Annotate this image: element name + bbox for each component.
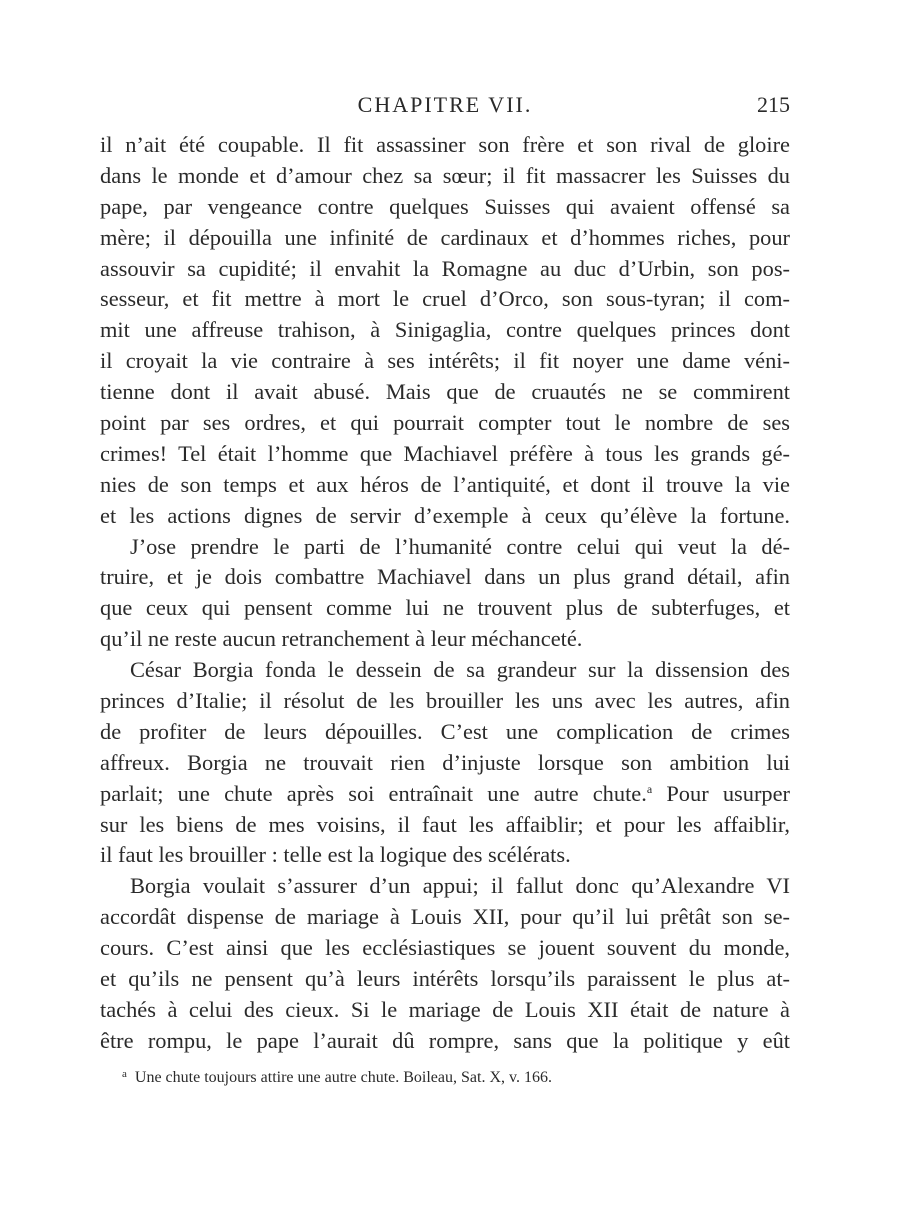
- running-head: [100, 90, 790, 124]
- footnote: [122, 1068, 552, 1087]
- text-line: nies de son temps et aux héros de l’antiquité, et dont il trouve la vie: [100, 471, 790, 497]
- text-line: il faut les brouiller : telle est la logique des scélérats.: [100, 842, 571, 868]
- text-line-with-note: [100, 779, 790, 810]
- text-segment: parlait; une chute après soi entraînait une autre chute.: [100, 780, 647, 806]
- footnote-reference: a: [646, 781, 653, 796]
- text-line: sesseur, et fit mettre à mort le cruel d’Orco, son sous-tyran; il com-: [100, 286, 790, 312]
- body-text: [100, 130, 790, 1057]
- text-line: princes d’Italie; il résolut de les brouiller les uns avec les autres, afin: [100, 688, 790, 714]
- text-line: J’ose prendre le parti de l’humanité contre celui qui veut la dé-: [130, 533, 790, 559]
- text-line: dans le monde et d’amour chez sa sœur; il fit massacrer les Suisses du: [100, 162, 790, 188]
- text-line: être rompu, le pape l’aurait dû rompre, sans que la politique y eût: [100, 1027, 790, 1053]
- text-line: assouvir sa cupidité; il envahit la Romagne au duc d’Urbin, son pos-: [100, 255, 790, 281]
- text-line: mit une affreuse trahison, à Sinigaglia, contre quelques princes dont: [100, 317, 790, 343]
- page-number: 215: [757, 92, 790, 117]
- paragraph-4: [100, 871, 790, 1056]
- text-segment: Pour usurper: [652, 780, 790, 806]
- text-line: affreux. Borgia ne trouvait rien d’injuste lorsque son ambition lui: [100, 749, 790, 775]
- text-line: crimes! Tel était l’homme que Machiavel préfère à tous les grands gé-: [100, 440, 790, 466]
- paragraph-3: [100, 655, 790, 871]
- text-line: de profiter de leurs dépouilles. C’est une complication de crimes: [100, 718, 790, 744]
- text-line: il n’ait été coupable. Il fit assassiner son frère et son rival de gloire: [100, 132, 790, 157]
- footnote-mark: a: [122, 1068, 127, 1080]
- text-line: tachés à celui des cieux. Si le mariage de Louis XII était de nature à: [100, 996, 790, 1022]
- text-line: accordât dispense de mariage à Louis XII, pour qu’il lui prêtât son se-: [100, 904, 790, 930]
- text-line: Borgia voulait s’assurer d’un appui; il fallut donc qu’Alexandre VI: [130, 873, 790, 899]
- paragraph-1: [100, 130, 790, 532]
- text-line: cours. C’est ainsi que les ecclésiastiques se jouent souvent du monde,: [100, 935, 790, 961]
- text-line: point par ses ordres, et qui pourrait compter tout le nombre de ses: [100, 410, 790, 436]
- text-line: et qu’ils ne pensent qu’à leurs intérêts lorsqu’ils paraissent le plus at-: [100, 966, 790, 992]
- text-line: pape, par vengeance contre quelques Suisses qui avaient offensé sa: [100, 193, 790, 219]
- text-line: sur les biens de mes voisins, il faut les affaiblir; et pour les affaiblir,: [100, 811, 790, 837]
- text-line: il croyait la vie contraire à ses intérêts; il fit noyer une dame véni-: [100, 348, 790, 374]
- chapter-title: CHAPITRE VII.: [357, 92, 533, 117]
- text-line: et les actions dignes de servir d’exemple à ceux qu’élève la fortune.: [100, 502, 790, 528]
- text-line: que ceux qui pensent comme lui ne trouvent plus de subterfuges, et: [100, 595, 790, 621]
- paragraph-2: [100, 532, 790, 656]
- text-line: qu’il ne reste aucun retranchement à leur méchanceté.: [100, 626, 583, 652]
- text-line: truire, et je dois combattre Machiavel dans un plus grand détail, afin: [100, 564, 790, 590]
- text-line: tienne dont il avait abusé. Mais que de cruautés ne se commirent: [100, 379, 790, 405]
- footnote-text: Une chute toujours attire une autre chute. Boileau, Sat. X, v. 166.: [134, 1069, 552, 1086]
- text-line: mère; il dépouilla une infinité de cardinaux et d’hommes riches, pour: [100, 224, 790, 250]
- text-line: César Borgia fonda le dessein de sa grandeur sur la dissension des: [130, 657, 790, 683]
